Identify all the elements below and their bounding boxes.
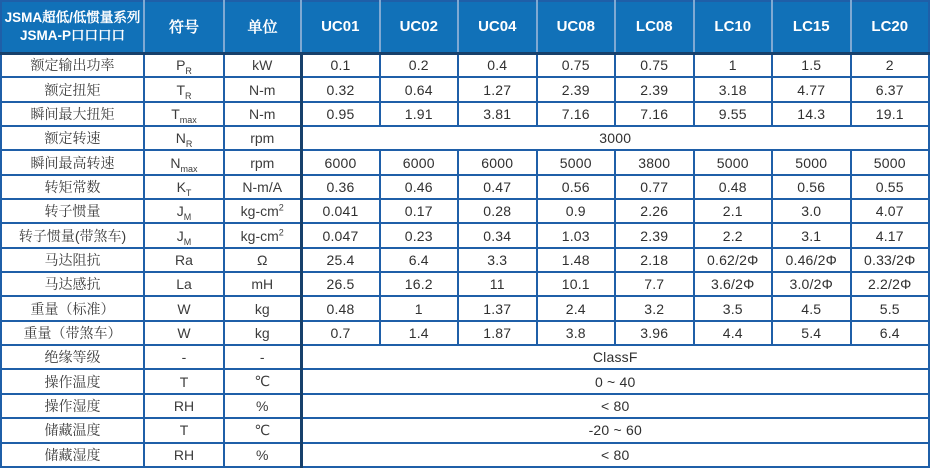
- spec-value-cell: 0.48: [301, 296, 380, 320]
- spec-value-cell: 0.9: [537, 199, 616, 223]
- spec-value-cell: 0.2: [380, 53, 459, 77]
- row-symbol: $J_M$: [144, 223, 224, 247]
- spec-value-cell: 0.77: [615, 175, 694, 199]
- row-label: 绝缘等级: [1, 345, 144, 369]
- spec-value-cell: 0.47: [458, 175, 537, 199]
- spec-value-cell: 3.1: [772, 223, 851, 247]
- spec-value-cell: 0.56: [537, 175, 616, 199]
- spec-value-cell: 2.2: [694, 223, 773, 247]
- row-label: 瞬间最高转速: [1, 150, 144, 174]
- spec-value-cell: 6.37: [851, 77, 930, 101]
- spec-value-cell: 0.46: [380, 175, 459, 199]
- spec-value-cell: 1.03: [537, 223, 616, 247]
- table-row: [1, 345, 929, 369]
- row-unit: rpm: [224, 126, 301, 150]
- column-header-lc08: LC08: [615, 1, 694, 53]
- spec-value-cell: 0.75: [615, 53, 694, 77]
- row-unit: rpm: [224, 150, 301, 174]
- row-symbol: $T_R$: [144, 77, 224, 101]
- table-row: [1, 77, 929, 101]
- row-label: 马达感抗: [1, 272, 144, 296]
- spec-value-cell: 16.2: [380, 272, 459, 296]
- column-header-uc08: UC08: [537, 1, 616, 53]
- spec-value-cell: 0.33/2Φ: [851, 248, 930, 272]
- table-row: [1, 126, 929, 150]
- row-symbol: $P_R$: [144, 53, 224, 77]
- spec-value-span: < 80: [301, 394, 929, 418]
- row-label: 额定转速: [1, 126, 144, 150]
- spec-value-cell: 2.39: [615, 77, 694, 101]
- spec-value-cell: 11: [458, 272, 537, 296]
- column-header-lc20: LC20: [851, 1, 930, 53]
- spec-value-cell: 0.17: [380, 199, 459, 223]
- table-row: [1, 175, 929, 199]
- row-symbol: RH: [144, 443, 224, 468]
- column-header-uc01: UC01: [301, 1, 380, 53]
- spec-value-cell: 3.96: [615, 321, 694, 345]
- spec-value-cell: 1.27: [458, 77, 537, 101]
- spec-value-cell: 6000: [301, 150, 380, 174]
- row-symbol: $J_M$: [144, 199, 224, 223]
- spec-value-cell: 5000: [537, 150, 616, 174]
- spec-value-cell: 2.39: [537, 77, 616, 101]
- table-row: [1, 150, 929, 174]
- column-header-uc04: UC04: [458, 1, 537, 53]
- spec-value-cell: 5.5: [851, 296, 930, 320]
- row-symbol: Ra: [144, 248, 224, 272]
- series-title: [1, 1, 144, 53]
- spec-value-cell: 3.81: [458, 102, 537, 126]
- row-symbol: T: [144, 369, 224, 393]
- row-unit: $kg-cm^2$: [224, 223, 301, 247]
- spec-value-cell: 3.18: [694, 77, 773, 101]
- spec-value-cell: 9.55: [694, 102, 773, 126]
- spec-value-cell: 3800: [615, 150, 694, 174]
- row-unit: N-m: [224, 77, 301, 101]
- spec-value-cell: 3.6/2Φ: [694, 272, 773, 296]
- spec-value-span: -20 ~ 60: [301, 418, 929, 442]
- spec-value-cell: 0.23: [380, 223, 459, 247]
- spec-value-cell: 0.7: [301, 321, 380, 345]
- spec-value-cell: 0.75: [537, 53, 616, 77]
- row-unit: kg: [224, 296, 301, 320]
- row-symbol: -: [144, 345, 224, 369]
- column-header-uc02: UC02: [380, 1, 459, 53]
- table-row: [1, 394, 929, 418]
- row-label: 转矩常数: [1, 175, 144, 199]
- spec-value-cell: 0.28: [458, 199, 537, 223]
- spec-value-cell: 0.1: [301, 53, 380, 77]
- row-symbol: La: [144, 272, 224, 296]
- column-header-lc15: LC15: [772, 1, 851, 53]
- table-row: [1, 369, 929, 393]
- row-unit: -: [224, 345, 301, 369]
- row-unit: N-m: [224, 102, 301, 126]
- spec-value-cell: 5000: [694, 150, 773, 174]
- row-label: 转子惯量(带煞车): [1, 223, 144, 247]
- column-header-symbol: 符号: [144, 1, 224, 53]
- spec-value-cell: 7.16: [537, 102, 616, 126]
- spec-value-cell: 1.91: [380, 102, 459, 126]
- table-row: [1, 199, 929, 223]
- spec-value-cell: 4.17: [851, 223, 930, 247]
- row-label: 瞬间最大扭矩: [1, 102, 144, 126]
- spec-value-cell: 4.5: [772, 296, 851, 320]
- spec-value-cell: 1.87: [458, 321, 537, 345]
- table-row: [1, 443, 929, 468]
- spec-value-cell: 4.07: [851, 199, 930, 223]
- row-symbol: $N_R$: [144, 126, 224, 150]
- row-label: 重量（标准）: [1, 296, 144, 320]
- spec-value-cell: 7.7: [615, 272, 694, 296]
- spec-value-cell: 2.1: [694, 199, 773, 223]
- spec-value-cell: 0.32: [301, 77, 380, 101]
- spec-table-body: [1, 53, 929, 467]
- series-title-line1: JSMA超低/低惯量系列: [4, 9, 141, 25]
- spec-value-span: ClassF: [301, 345, 929, 369]
- spec-value-cell: 0.62/2Φ: [694, 248, 773, 272]
- row-unit: %: [224, 443, 301, 468]
- spec-value-cell: 25.4: [301, 248, 380, 272]
- row-symbol: $T_{max}$: [144, 102, 224, 126]
- spec-value-cell: 2: [851, 53, 930, 77]
- spec-value-cell: 2.26: [615, 199, 694, 223]
- spec-value-cell: 14.3: [772, 102, 851, 126]
- spec-value-cell: 5.4: [772, 321, 851, 345]
- row-symbol: RH: [144, 394, 224, 418]
- spec-value-cell: 0.36: [301, 175, 380, 199]
- spec-value-cell: 0.041: [301, 199, 380, 223]
- spec-value-cell: 10.1: [537, 272, 616, 296]
- spec-value-cell: 2.2/2Φ: [851, 272, 930, 296]
- row-symbol: T: [144, 418, 224, 442]
- table-row: [1, 272, 929, 296]
- row-label: 操作温度: [1, 369, 144, 393]
- row-unit: kg: [224, 321, 301, 345]
- spec-value-cell: 3.0/2Φ: [772, 272, 851, 296]
- spec-value-cell: 1: [694, 53, 773, 77]
- spec-value-span: < 80: [301, 443, 929, 468]
- spec-value-span: 3000: [301, 126, 929, 150]
- row-unit: ℃: [224, 418, 301, 442]
- row-label: 储藏温度: [1, 418, 144, 442]
- spec-value-cell: 6000: [458, 150, 537, 174]
- spec-value-cell: 4.77: [772, 77, 851, 101]
- spec-value-cell: 3.8: [537, 321, 616, 345]
- spec-value-cell: 1.37: [458, 296, 537, 320]
- table-row: [1, 223, 929, 247]
- table-row: [1, 53, 929, 77]
- row-label: 重量（带煞车）: [1, 321, 144, 345]
- row-symbol: $N_{max}$: [144, 150, 224, 174]
- header-row: [1, 1, 929, 53]
- spec-value-cell: 5000: [851, 150, 930, 174]
- row-unit: %: [224, 394, 301, 418]
- row-symbol: W: [144, 321, 224, 345]
- spec-value-cell: 5000: [772, 150, 851, 174]
- table-row: [1, 296, 929, 320]
- spec-value-cell: 1.5: [772, 53, 851, 77]
- row-label: 操作湿度: [1, 394, 144, 418]
- spec-value-cell: 0.34: [458, 223, 537, 247]
- row-label: 马达阻抗: [1, 248, 144, 272]
- row-label: 储藏湿度: [1, 443, 144, 468]
- column-header-unit: 单位: [224, 1, 301, 53]
- spec-value-cell: 0.64: [380, 77, 459, 101]
- spec-value-cell: 0.56: [772, 175, 851, 199]
- row-unit: ℃: [224, 369, 301, 393]
- series-title-line2: JSMA-P口口口口: [19, 27, 125, 43]
- spec-value-cell: 0.55: [851, 175, 930, 199]
- spec-value-cell: 26.5: [301, 272, 380, 296]
- row-label: 转子惯量: [1, 199, 144, 223]
- column-header-lc10: LC10: [694, 1, 773, 53]
- spec-value-cell: 6.4: [380, 248, 459, 272]
- spec-value-cell: 1: [380, 296, 459, 320]
- spec-value-cell: 2.4: [537, 296, 616, 320]
- spec-value-cell: 0.047: [301, 223, 380, 247]
- spec-value-span: 0 ~ 40: [301, 369, 929, 393]
- row-unit: mH: [224, 272, 301, 296]
- spec-value-cell: 6.4: [851, 321, 930, 345]
- spec-value-cell: 0.4: [458, 53, 537, 77]
- spec-value-cell: 3.3: [458, 248, 537, 272]
- row-label: 额定输出功率: [1, 53, 144, 77]
- spec-value-cell: 0.95: [301, 102, 380, 126]
- spec-value-cell: 1.48: [537, 248, 616, 272]
- spec-value-cell: 2.18: [615, 248, 694, 272]
- spec-value-cell: 3.0: [772, 199, 851, 223]
- spec-value-cell: 0.48: [694, 175, 773, 199]
- spec-value-cell: 7.16: [615, 102, 694, 126]
- row-unit: $kg-cm^2$: [224, 199, 301, 223]
- row-unit: kW: [224, 53, 301, 77]
- spec-value-cell: 4.4: [694, 321, 773, 345]
- spec-value-cell: 1.4: [380, 321, 459, 345]
- row-label: 额定扭矩: [1, 77, 144, 101]
- table-row: [1, 248, 929, 272]
- spec-value-cell: 2.39: [615, 223, 694, 247]
- row-unit: Ω: [224, 248, 301, 272]
- spec-value-cell: 6000: [380, 150, 459, 174]
- table-row: [1, 321, 929, 345]
- spec-value-cell: 0.46/2Φ: [772, 248, 851, 272]
- row-symbol: $K_T$: [144, 175, 224, 199]
- row-unit: N-m/A: [224, 175, 301, 199]
- table-row: [1, 418, 929, 442]
- row-symbol: W: [144, 296, 224, 320]
- table-row: [1, 102, 929, 126]
- spec-value-cell: 3.5: [694, 296, 773, 320]
- spec-value-cell: 19.1: [851, 102, 930, 126]
- spec-value-cell: 3.2: [615, 296, 694, 320]
